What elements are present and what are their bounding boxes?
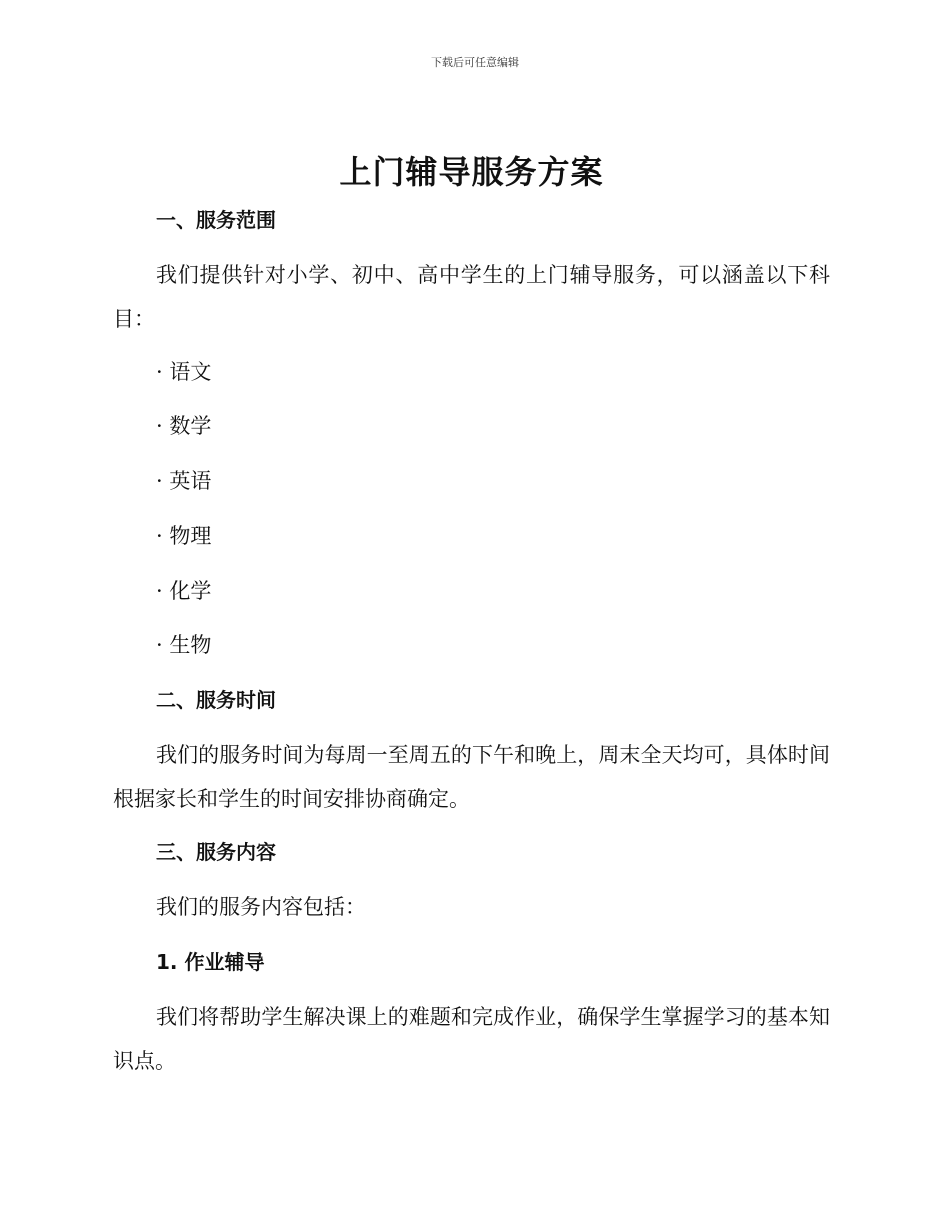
time-paragraph: 我们的服务时间为每周一至周五的下午和晚上，周末全天均可，具体时间根据家长和学生的时间安排协商确定。 <box>113 743 830 811</box>
section-heading-scope: 一、服务范围 <box>156 208 276 232</box>
content-intro: 我们的服务内容包括： <box>156 895 366 919</box>
subject-item: · 数学 <box>156 414 212 438</box>
section-heading-content: 三、服务内容 <box>156 840 276 864</box>
scope-intro: 我们提供针对小学、初中、高中学生的上门辅导服务，可以涵盖以下科目： <box>113 263 830 331</box>
subject-item: · 生物 <box>156 633 212 657</box>
subject-item: · 语文 <box>156 360 212 384</box>
subject-item: · 物理 <box>156 524 212 548</box>
subject-item: · 英语 <box>156 469 212 493</box>
page-header: 下载后可任意编辑 <box>431 56 519 69</box>
document-title: 上门辅导服务方案 <box>339 153 604 191</box>
section-heading-time: 二、服务时间 <box>156 688 276 712</box>
item-heading-homework: 1. 作业辅导 <box>156 950 265 974</box>
homework-paragraph: 我们将帮助学生解决课上的难题和完成作业，确保学生掌握学习的基本知识点。 <box>113 1005 830 1073</box>
subject-item: · 化学 <box>156 579 212 603</box>
